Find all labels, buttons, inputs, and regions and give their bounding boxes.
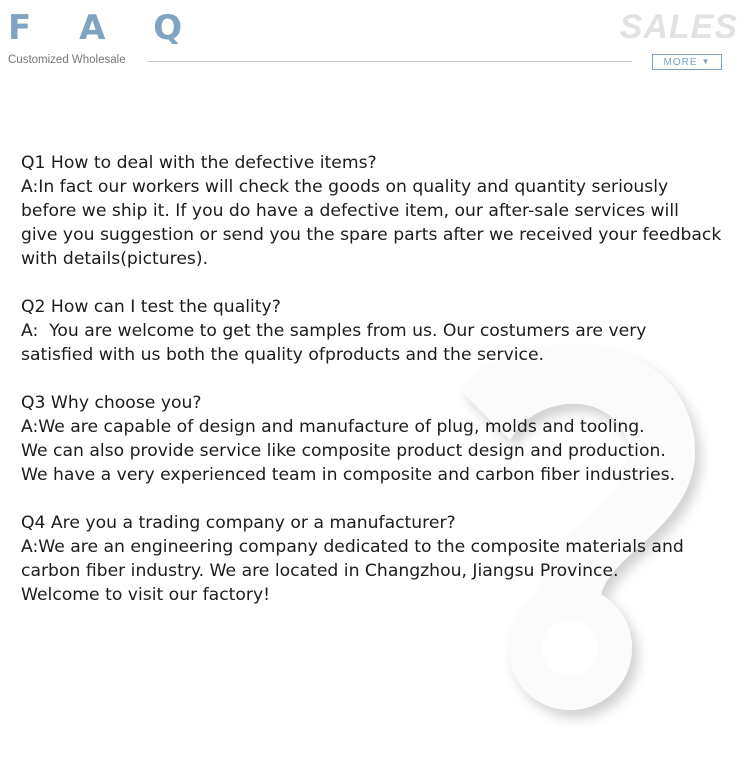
faq-answer-line: A: You are welcome to get the samples from us. Our costumers are very <box>21 321 647 341</box>
faq-item-q4 <box>21 511 746 607</box>
more-button[interactable] <box>652 54 722 70</box>
faq-answer-line: give you suggestion or send you the spare parts after we received your feedback <box>21 225 722 245</box>
caret-down-icon: ▼ <box>701 57 711 66</box>
more-button-label: MORE <box>663 56 698 68</box>
faq-answer-line: A:We are capable of design and manufacture of plug, molds and tooling. <box>21 417 645 437</box>
faq-answer-line: with details(pictures). <box>21 249 209 269</box>
faq-answer-line: A:We are an engineering company dedicated to the composite materials and <box>21 537 684 557</box>
faq-question: Q4 Are you a trading company or a manufacturer? <box>21 513 456 533</box>
faq-header <box>0 0 750 80</box>
faq-answer-line: before we ship it. If you do have a defective item, our after-sale services will <box>21 201 679 221</box>
faq-question: Q1 How to deal with the defective items? <box>21 153 377 173</box>
faq-answer-line: satisfied with us both the quality ofproducts and the service. <box>21 345 545 365</box>
faq-answer-line: Welcome to visit our factory! <box>21 585 271 605</box>
faq-answer-line: We have a very experienced team in composite and carbon fiber industries. <box>21 465 676 485</box>
faq-answer-line: carbon fiber industry. We are located in Changzhou, Jiangsu Province. <box>21 561 619 581</box>
sales-watermark-text: SALES <box>619 8 738 46</box>
page-title: F A Q <box>8 8 201 48</box>
faq-item-q3 <box>21 391 746 487</box>
faq-question: Q2 How can I test the quality? <box>21 297 281 317</box>
faq-list <box>21 151 746 631</box>
header-divider <box>148 61 632 62</box>
faq-item-q1 <box>21 151 746 271</box>
page-subtitle: Customized Wholesale <box>8 54 126 66</box>
faq-item-q2 <box>21 295 746 367</box>
faq-question: Q3 Why choose you? <box>21 393 202 413</box>
faq-answer-line: A:In fact our workers will check the goods on quality and quantity seriously <box>21 177 669 197</box>
faq-answer-line: We can also provide service like composite product design and production. <box>21 441 666 461</box>
